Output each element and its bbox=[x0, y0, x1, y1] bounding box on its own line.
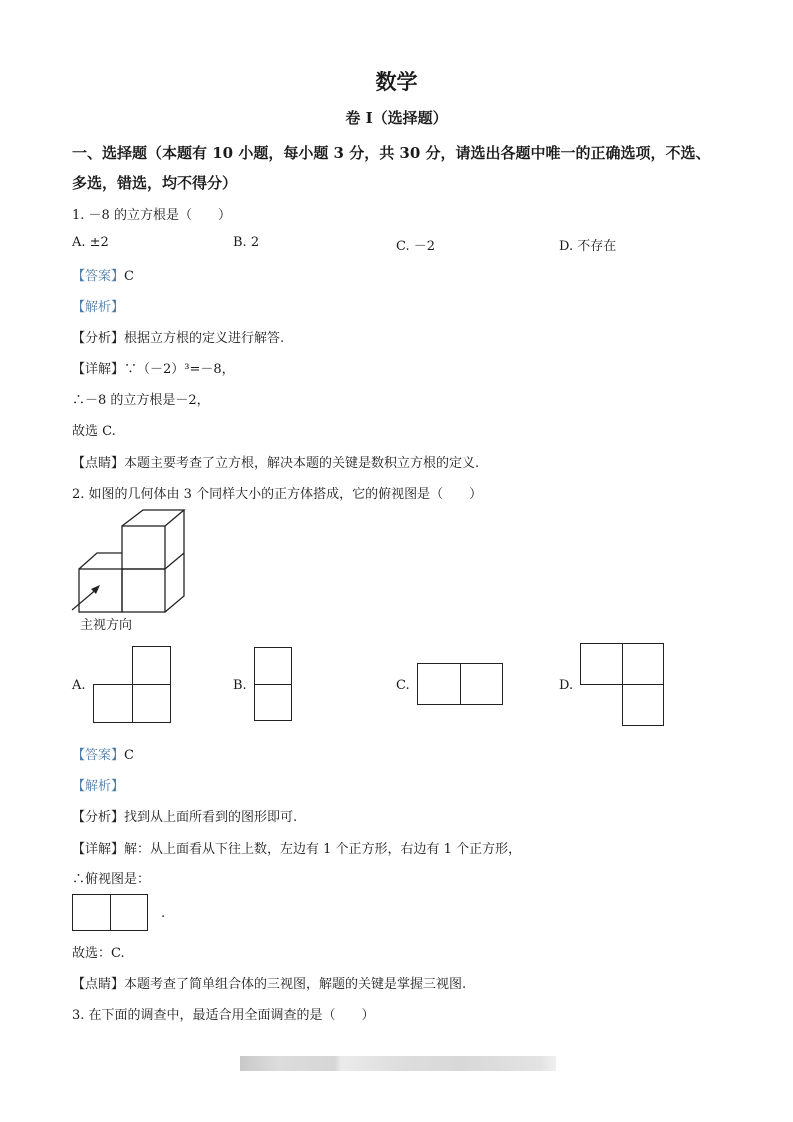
q1-xiangjie bbox=[72, 358, 235, 377]
fenxi-text: 找到从上面所看到的图形即可. bbox=[124, 810, 298, 825]
q1-dianjing bbox=[72, 452, 479, 471]
fenxi-tag: 【分析】 bbox=[72, 331, 125, 346]
fenxi-text: 根据立方根的定义进行解答. bbox=[124, 331, 285, 346]
q1-option-d: D. 不存在 bbox=[559, 239, 617, 254]
q1-option-a: A. ±2 bbox=[72, 235, 109, 250]
section-heading-line1: 一、选择题（本题有 10 小题，每小题 3 分，共 30 分，请选出各题中唯一的正确选项，不选、 bbox=[72, 144, 711, 162]
q1-choose: 故选 C. bbox=[72, 424, 116, 439]
section-heading-line2: 多选，错选，均不得分） bbox=[72, 174, 238, 192]
q1-option-c: C. －2 bbox=[396, 239, 436, 254]
q1-answer bbox=[72, 265, 134, 284]
q2-trailing-dot: . bbox=[161, 906, 166, 921]
q2-fenxi bbox=[72, 806, 297, 825]
q2-choose: 故选：C. bbox=[72, 946, 125, 961]
q2-option-d-label: D. bbox=[559, 678, 574, 693]
q3-stem: 3. 在下面的调查中，最适合用全面调查的是（ ） bbox=[72, 1008, 375, 1023]
q1-option-b: B. 2 bbox=[233, 235, 260, 250]
view-direction-arrow-icon bbox=[72, 585, 100, 610]
q2-stem: 2. 如图的几何体由 3 个同样大小的正方体搭成，它的俯视图是（ ） bbox=[72, 487, 483, 502]
answer-tag: 【答案】 bbox=[72, 748, 125, 763]
page-title: 数学 bbox=[375, 69, 418, 94]
q2-option-b-label: B. bbox=[233, 678, 247, 693]
dianjing-text: 本题考查了简单组合体的三视图，解题的关键是掌握三视图. bbox=[124, 977, 467, 992]
dianjing-text: 本题主要考查了立方根，解决本题的关键是数积立方根的定义. bbox=[124, 456, 480, 471]
q2-conclusion: ∴俯视图是： bbox=[72, 872, 151, 887]
q2-analysis-tag: 【解析】 bbox=[72, 779, 125, 794]
q1-fenxi bbox=[72, 327, 284, 346]
fenxi-tag: 【分析】 bbox=[72, 810, 125, 825]
paper-subtitle: 卷 I（选择题） bbox=[345, 109, 448, 127]
q1-analysis-tag: 【解析】 bbox=[72, 300, 125, 315]
cube-stack-figure bbox=[60, 500, 260, 620]
answer-value: C bbox=[124, 748, 134, 763]
xiangjie-tag: 【详解】 bbox=[72, 362, 125, 377]
q2-xiangjie bbox=[72, 838, 521, 857]
xiangjie-tag: 【详解】 bbox=[72, 842, 125, 857]
xiangjie-text: 解：从上面看从下往上数，左边有 1 个正方形，右边有 1 个正方形， bbox=[124, 842, 522, 857]
q2-option-a-label: A. bbox=[72, 678, 86, 693]
answer-tag: 【答案】 bbox=[72, 269, 125, 284]
q2-dianjing bbox=[72, 973, 466, 992]
answer-value: C bbox=[124, 269, 134, 284]
figure-caption: 主视方向 bbox=[80, 618, 133, 633]
q2-option-c-label: C. bbox=[396, 678, 410, 693]
dianjing-tag: 【点睛】 bbox=[72, 456, 125, 471]
q1-conclusion: ∴－8 的立方根是－2， bbox=[72, 393, 210, 408]
xiangjie-text: ∵（－2）³=－8， bbox=[124, 362, 235, 377]
blurred-footer-watermark bbox=[240, 1056, 556, 1071]
dianjing-tag: 【点睛】 bbox=[72, 977, 125, 992]
q2-answer bbox=[72, 744, 134, 763]
q1-stem: 1. －8 的立方根是（ ） bbox=[72, 208, 231, 223]
